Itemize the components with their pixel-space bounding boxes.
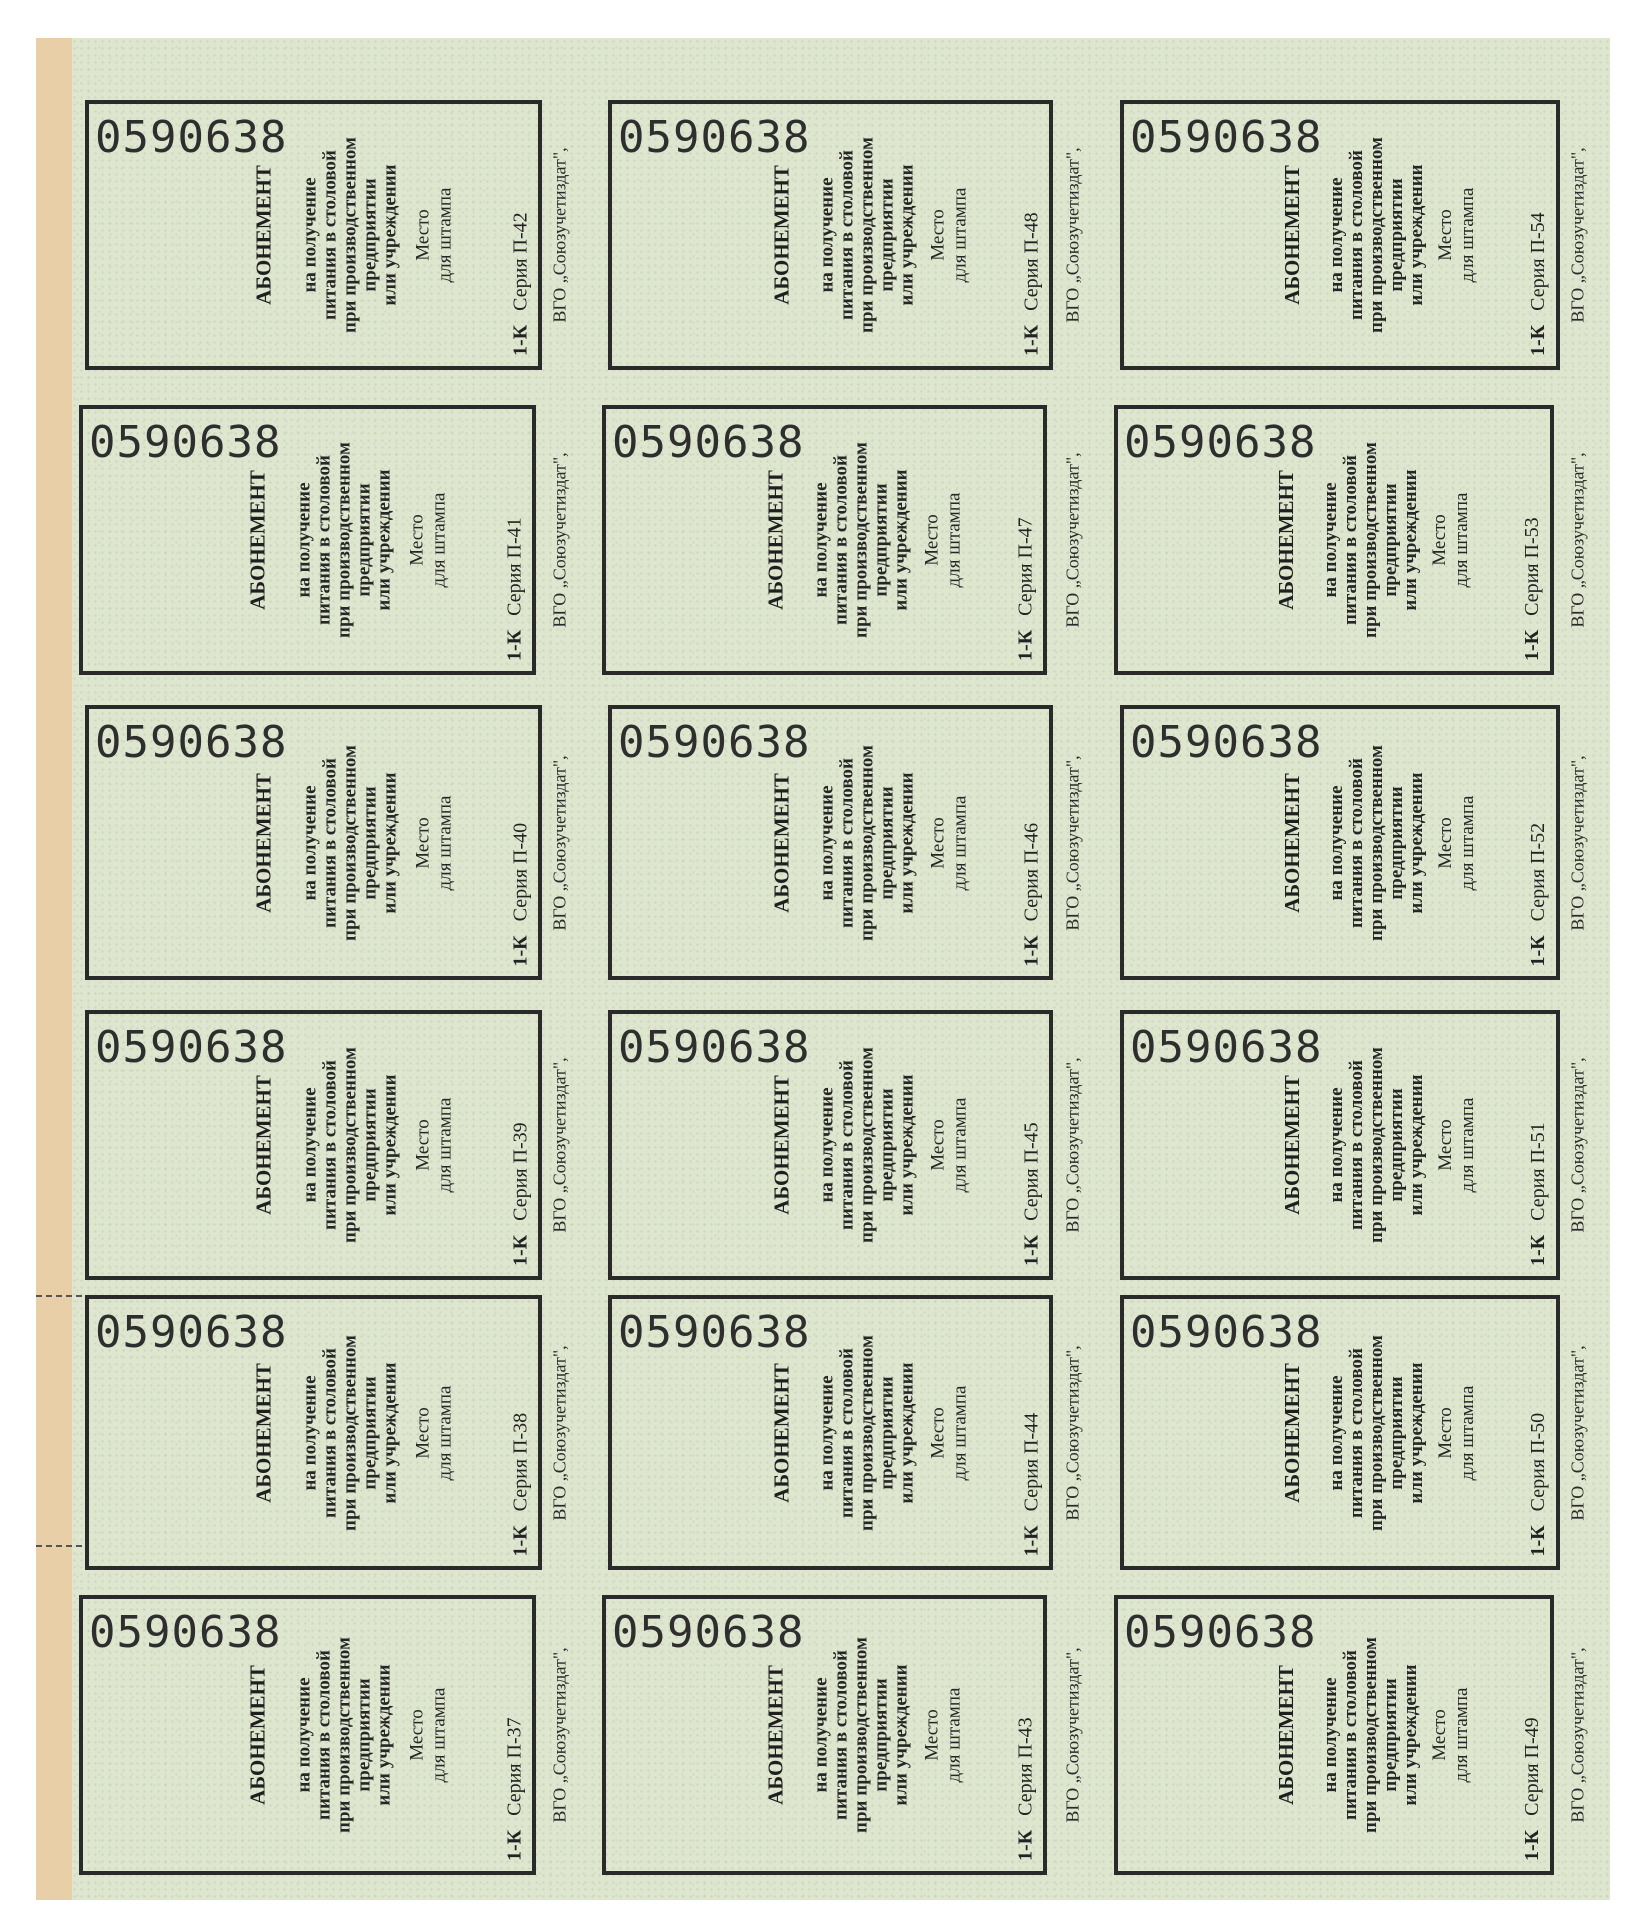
coupon-prefix: 1-К — [503, 629, 525, 661]
coupon-prefix: 1-К — [509, 1524, 531, 1556]
description-line: на получение — [293, 1677, 315, 1793]
description-line: предприятии — [353, 1678, 375, 1792]
stamp-area — [927, 1014, 971, 1276]
coupon-title: АБОНЕМЕНТ — [769, 1075, 794, 1215]
coupon-prefix: 1-К — [1527, 934, 1549, 966]
description-line: при производственном — [856, 1334, 878, 1531]
description-line: при производственном — [339, 744, 361, 941]
coupon-number: 0590638 — [1130, 1022, 1323, 1073]
description-line: на получение — [816, 1374, 838, 1491]
description-line: питания в столовой — [836, 150, 858, 320]
description-line: при производственном — [856, 137, 878, 333]
coupon-title: АБОНЕМЕНТ — [769, 772, 794, 913]
publisher-imprint: ВГО „Союзучетиздат", — [1062, 147, 1083, 323]
description-line: на получение — [1326, 1087, 1348, 1203]
coupon-title: АБОНЕМЕНТ — [250, 165, 275, 305]
series-number: Серия П-52 — [1527, 822, 1549, 921]
series-label — [1014, 1717, 1037, 1861]
description-line: при производственном — [1366, 1047, 1388, 1243]
coupon-title: АБОНЕМЕНТ — [1279, 1362, 1304, 1503]
series-number: Серия П-54 — [1527, 212, 1549, 311]
series-label — [1020, 822, 1043, 966]
stamp-line: Место — [920, 514, 942, 566]
description-line: или учреждении — [896, 771, 918, 914]
coupon-number: 0590638 — [95, 112, 288, 163]
description-line: питания в столовой — [313, 455, 335, 625]
description-line: или учреждении — [379, 1361, 401, 1504]
publisher-imprint: ВГО „Союзучетиздат", — [1567, 1344, 1588, 1521]
description-line: на получение — [1326, 1374, 1348, 1491]
coupon-description — [300, 709, 400, 976]
description-line: при производственном — [856, 1047, 878, 1243]
description-line: на получение — [299, 784, 321, 901]
coupon-number: 0590638 — [618, 1307, 811, 1358]
description-line: питания в столовой — [319, 1347, 341, 1518]
description-line: при производственном — [1366, 744, 1388, 941]
coupon-number: 0590638 — [1124, 1607, 1317, 1658]
description-line: предприятии — [1386, 178, 1408, 292]
description-line: или учреждении — [373, 1664, 395, 1806]
coupon-prefix: 1-К — [1527, 324, 1549, 356]
publisher-imprint: ВГО „Союзучетиздат", — [549, 754, 570, 931]
stamp-line: Место — [412, 209, 434, 261]
publisher-imprint: ВГО „Союзучетиздат", — [1567, 1647, 1588, 1823]
coupon-description — [300, 1299, 400, 1566]
stamp-area — [1435, 1014, 1479, 1276]
publisher-imprint: ВГО „Союзучетиздат", — [1567, 452, 1588, 628]
coupon-description — [1321, 409, 1421, 671]
coupon-number: 0590638 — [618, 717, 811, 768]
stamp-area — [1435, 709, 1479, 976]
description-line: питания в столовой — [313, 1650, 335, 1820]
coupon-title: АБОНЕМЕНТ — [1279, 165, 1304, 305]
coupon-description — [1327, 1299, 1427, 1566]
stamp-line: для штампа — [1457, 187, 1479, 283]
series-number: Серия П-46 — [1020, 822, 1042, 921]
series-label — [509, 1412, 532, 1556]
coupon-title: АБОНЕМЕНТ — [244, 470, 269, 610]
description-line: при производственном — [856, 744, 878, 941]
description-line: питания в столовой — [1340, 1650, 1362, 1820]
stamp-line: для штампа — [428, 1687, 450, 1783]
stamp-line: для штампа — [1457, 1097, 1479, 1193]
coupon-description — [817, 1299, 917, 1566]
coupon-number: 0590638 — [95, 717, 288, 768]
coupon-title: АБОНЕМЕНТ — [250, 772, 275, 913]
stamp-line: Место — [412, 1119, 434, 1171]
description-line: на получение — [299, 177, 321, 293]
series-label — [1020, 1412, 1043, 1556]
publisher-imprint: ВГО „Союзучетиздат", — [1062, 1647, 1083, 1823]
description-line: питания в столовой — [319, 1060, 341, 1230]
description-line: или учреждении — [373, 469, 395, 611]
description-line: предприятии — [1386, 1088, 1408, 1202]
series-label — [1527, 212, 1550, 356]
stamp-line: для штампа — [434, 187, 456, 283]
series-label — [1020, 212, 1043, 356]
coupon-description — [294, 1599, 394, 1871]
stamp-line: для штампа — [434, 1385, 456, 1480]
coupon-prefix: 1-К — [1020, 1524, 1042, 1556]
stamp-line: Место — [926, 1119, 948, 1171]
series-number: Серия П-50 — [1527, 1412, 1549, 1511]
perforation-mark — [36, 1545, 82, 1547]
series-label — [1521, 517, 1544, 661]
stamp-area — [406, 409, 450, 671]
series-label — [1527, 1412, 1550, 1556]
stamp-area — [921, 409, 965, 671]
description-line: при производственном — [1360, 442, 1382, 638]
description-line: при производственном — [1366, 137, 1388, 333]
publisher-imprint: ВГО „Союзучетиздат", — [549, 147, 570, 323]
stamp-area — [927, 104, 971, 366]
publisher-imprint: ВГО „Союзучетиздат", — [549, 1647, 570, 1823]
stamp-area — [1429, 409, 1473, 671]
stamp-line: Место — [406, 1709, 428, 1761]
stamp-line: Место — [920, 1709, 942, 1761]
stamp-line: для штампа — [1457, 795, 1479, 890]
description-line: предприятии — [1380, 1678, 1402, 1792]
coupon-title: АБОНЕМЕНТ — [244, 1665, 269, 1805]
series-number: Серия П-44 — [1020, 1412, 1042, 1511]
coupon-description — [300, 1014, 400, 1276]
description-line: при производственном — [333, 442, 355, 638]
description-line: или учреждении — [1406, 164, 1428, 306]
series-number: Серия П-43 — [1014, 1717, 1036, 1816]
series-label — [1020, 1122, 1043, 1266]
coupon-title: АБОНЕМЕНТ — [250, 1362, 275, 1503]
coupon-prefix: 1-К — [1527, 1234, 1549, 1266]
description-line: питания в столовой — [1346, 757, 1368, 928]
description-line: на получение — [810, 1677, 832, 1793]
coupon-prefix: 1-К — [1020, 934, 1042, 966]
coupon-prefix: 1-К — [1014, 1829, 1036, 1861]
stamp-line: Место — [926, 816, 948, 869]
description-line: на получение — [299, 1374, 321, 1491]
coupon-description — [294, 409, 394, 671]
stamp-area — [921, 1599, 965, 1871]
series-number: Серия П-37 — [503, 1717, 525, 1816]
coupon-description — [1321, 1599, 1421, 1871]
description-line: питания в столовой — [1340, 455, 1362, 625]
description-line: предприятии — [353, 483, 375, 597]
stamp-line: Место — [1435, 1119, 1457, 1171]
coupon-number: 0590638 — [618, 1022, 811, 1073]
series-label — [509, 212, 532, 356]
coupon-number: 0590638 — [1130, 1307, 1323, 1358]
coupon-number: 0590638 — [618, 112, 811, 163]
coupon-number: 0590638 — [1130, 717, 1323, 768]
stamp-line: Место — [1429, 514, 1451, 566]
coupon-prefix: 1-К — [1527, 1524, 1549, 1556]
coupon-number: 0590638 — [612, 417, 805, 468]
coupon-number: 0590638 — [1130, 112, 1323, 163]
description-line: или учреждении — [1400, 1664, 1422, 1806]
description-line: или учреждении — [1406, 771, 1428, 914]
coupon-prefix: 1-К — [1521, 629, 1543, 661]
series-number: Серия П-48 — [1020, 212, 1042, 311]
series-number: Серия П-38 — [509, 1412, 531, 1511]
stamp-line: Место — [412, 1406, 434, 1459]
series-number: Серия П-42 — [509, 212, 531, 311]
coupon-description — [811, 1599, 911, 1871]
coupon-description — [811, 409, 911, 671]
description-line: предприятии — [870, 1678, 892, 1792]
description-line: предприятии — [359, 1375, 381, 1490]
stamp-line: для штампа — [1451, 1687, 1473, 1783]
series-number: Серия П-53 — [1521, 517, 1543, 616]
stamp-area — [927, 709, 971, 976]
coupon-prefix: 1-К — [1014, 629, 1036, 661]
coupon-prefix: 1-К — [509, 324, 531, 356]
description-line: предприятии — [359, 1088, 381, 1202]
description-line: на получение — [816, 1087, 838, 1203]
stamp-line: для штампа — [948, 187, 970, 283]
coupon-description — [817, 1014, 917, 1276]
description-line: на получение — [293, 482, 315, 598]
description-line: на получение — [816, 784, 838, 901]
description-line: питания в столовой — [1346, 1347, 1368, 1518]
stamp-area — [412, 1014, 456, 1276]
stamp-line: Место — [1435, 816, 1457, 869]
description-line: предприятии — [359, 785, 381, 900]
coupon-prefix: 1-К — [509, 1234, 531, 1266]
coupon-title: АБОНЕМЕНТ — [250, 1075, 275, 1215]
publisher-imprint: ВГО „Союзучетиздат", — [549, 452, 570, 628]
coupon-title: АБОНЕМЕНТ — [1273, 1665, 1298, 1805]
description-line: или учреждении — [890, 1664, 912, 1806]
description-line: предприятии — [1386, 785, 1408, 900]
publisher-imprint: ВГО „Союзучетиздат", — [1062, 1057, 1083, 1233]
stamp-line: Место — [406, 514, 428, 566]
publisher-imprint: ВГО „Союзучетиздат", — [1567, 1057, 1588, 1233]
description-line: при производственном — [850, 442, 872, 638]
coupon-prefix: 1-К — [1020, 1234, 1042, 1266]
description-line: на получение — [1320, 482, 1342, 598]
description-line: предприятии — [876, 1375, 898, 1490]
description-line: питания в столовой — [836, 757, 858, 928]
description-line: или учреждении — [1400, 469, 1422, 611]
description-line: или учреждении — [379, 771, 401, 914]
stamp-area — [1429, 1599, 1473, 1871]
coupon-description — [1327, 104, 1427, 366]
stamp-line: для штампа — [1457, 1385, 1479, 1480]
description-line: питания в столовой — [319, 757, 341, 928]
description-line: или учреждении — [379, 164, 401, 306]
description-line: на получение — [810, 482, 832, 598]
stamp-line: Место — [1429, 1709, 1451, 1761]
stamp-line: Место — [926, 209, 948, 261]
sheet-margin-strip — [36, 38, 72, 1900]
description-line: при производственном — [850, 1637, 872, 1833]
coupon-number: 0590638 — [95, 1022, 288, 1073]
stamp-line: для штампа — [948, 1097, 970, 1193]
description-line: предприятии — [359, 178, 381, 292]
coupon-title: АБОНЕМЕНТ — [763, 470, 788, 610]
description-line: при производственном — [339, 1047, 361, 1243]
perforation-mark — [36, 1295, 82, 1297]
description-line: питания в столовой — [1346, 150, 1368, 320]
coupon-description — [1327, 709, 1427, 976]
description-line: питания в столовой — [1346, 1060, 1368, 1230]
coupon-number: 0590638 — [95, 1307, 288, 1358]
description-line: на получение — [816, 177, 838, 293]
coupon-description — [300, 104, 400, 366]
stamp-line: для штампа — [948, 1385, 970, 1480]
publisher-imprint: ВГО „Союзучетиздат", — [1062, 1344, 1083, 1521]
description-line: при производственном — [339, 1334, 361, 1531]
description-line: предприятии — [1380, 483, 1402, 597]
series-label — [503, 517, 526, 661]
stamp-area — [412, 1299, 456, 1566]
description-line: питания в столовой — [830, 455, 852, 625]
stamp-line: для штампа — [1451, 492, 1473, 588]
description-line: на получение — [1326, 177, 1348, 293]
stamp-line: для штампа — [942, 492, 964, 588]
publisher-imprint: ВГО „Союзучетиздат", — [549, 1057, 570, 1233]
coupon-number: 0590638 — [89, 417, 282, 468]
series-number: Серия П-39 — [509, 1122, 531, 1221]
coupon-description — [817, 709, 917, 976]
coupon-title: АБОНЕМЕНТ — [1273, 470, 1298, 610]
coupon-number: 0590638 — [89, 1607, 282, 1658]
description-line: питания в столовой — [836, 1347, 858, 1518]
publisher-imprint: ВГО „Союзучетиздат", — [1062, 452, 1083, 628]
series-label — [509, 822, 532, 966]
coupon-prefix: 1-К — [1521, 1829, 1543, 1861]
coupon-number: 0590638 — [612, 1607, 805, 1658]
coupon-description — [817, 104, 917, 366]
series-label — [1527, 822, 1550, 966]
stamp-area — [406, 1599, 450, 1871]
coupon-title: АБОНЕМЕНТ — [1279, 1075, 1304, 1215]
description-line: или учреждении — [890, 469, 912, 611]
stamp-area — [412, 709, 456, 976]
description-line: или учреждении — [379, 1074, 401, 1216]
description-line: питания в столовой — [836, 1060, 858, 1230]
series-number: Серия П-47 — [1014, 517, 1036, 616]
publisher-imprint: ВГО „Союзучетиздат", — [1062, 754, 1083, 931]
series-number: Серия П-49 — [1521, 1717, 1543, 1816]
description-line: предприятии — [870, 483, 892, 597]
description-line: при производственном — [339, 137, 361, 333]
series-number: Серия П-41 — [503, 517, 525, 616]
publisher-imprint: ВГО „Союзучетиздат", — [1567, 754, 1588, 931]
publisher-imprint: ВГО „Союзучетиздат", — [549, 1344, 570, 1521]
description-line: или учреждении — [896, 1361, 918, 1504]
description-line: или учреждении — [896, 164, 918, 306]
stamp-area — [1435, 1299, 1479, 1566]
description-line: или учреждении — [1406, 1074, 1428, 1216]
stamp-line: Место — [412, 816, 434, 869]
stamp-line: для штампа — [434, 795, 456, 890]
coupon-title: АБОНЕМЕНТ — [769, 1362, 794, 1503]
stamp-line: Место — [1435, 209, 1457, 261]
description-line: предприятии — [876, 785, 898, 900]
description-line: предприятии — [1386, 1375, 1408, 1490]
description-line: при производственном — [1360, 1637, 1382, 1833]
description-line: предприятии — [876, 178, 898, 292]
stamp-line: для штампа — [434, 1097, 456, 1193]
description-line: или учреждении — [896, 1074, 918, 1216]
publisher-imprint: ВГО „Союзучетиздат", — [1567, 147, 1588, 323]
description-line: питания в столовой — [319, 150, 341, 320]
coupon-title: АБОНЕМЕНТ — [763, 1665, 788, 1805]
series-number: Серия П-45 — [1020, 1122, 1042, 1221]
description-line: при производственном — [333, 1637, 355, 1833]
coupon-description — [1327, 1014, 1427, 1276]
stamp-area — [927, 1299, 971, 1566]
series-label — [1527, 1122, 1550, 1266]
series-label — [503, 1717, 526, 1861]
stamp-line: для штампа — [428, 492, 450, 588]
coupon-prefix: 1-К — [1020, 324, 1042, 356]
coupon-title: АБОНЕМЕНТ — [1279, 772, 1304, 913]
series-label — [1521, 1717, 1544, 1861]
series-number: Серия П-51 — [1527, 1122, 1549, 1221]
description-line: предприятии — [876, 1088, 898, 1202]
description-line: на получение — [299, 1087, 321, 1203]
stamp-line: для штампа — [948, 795, 970, 890]
description-line: при производственном — [1366, 1334, 1388, 1531]
description-line: или учреждении — [1406, 1361, 1428, 1504]
stamp-line: для штампа — [942, 1687, 964, 1783]
coupon-prefix: 1-К — [503, 1829, 525, 1861]
stamp-line: Место — [926, 1406, 948, 1459]
description-line: на получение — [1320, 1677, 1342, 1793]
stamp-area — [1435, 104, 1479, 366]
coupon-prefix: 1-К — [509, 934, 531, 966]
stamp-line: Место — [1435, 1406, 1457, 1459]
series-label — [509, 1122, 532, 1266]
coupon-number: 0590638 — [1124, 417, 1317, 468]
series-number: Серия П-40 — [509, 822, 531, 921]
description-line: питания в столовой — [830, 1650, 852, 1820]
stamp-area — [412, 104, 456, 366]
series-label — [1014, 517, 1037, 661]
coupon-title: АБОНЕМЕНТ — [769, 165, 794, 305]
description-line: на получение — [1326, 784, 1348, 901]
